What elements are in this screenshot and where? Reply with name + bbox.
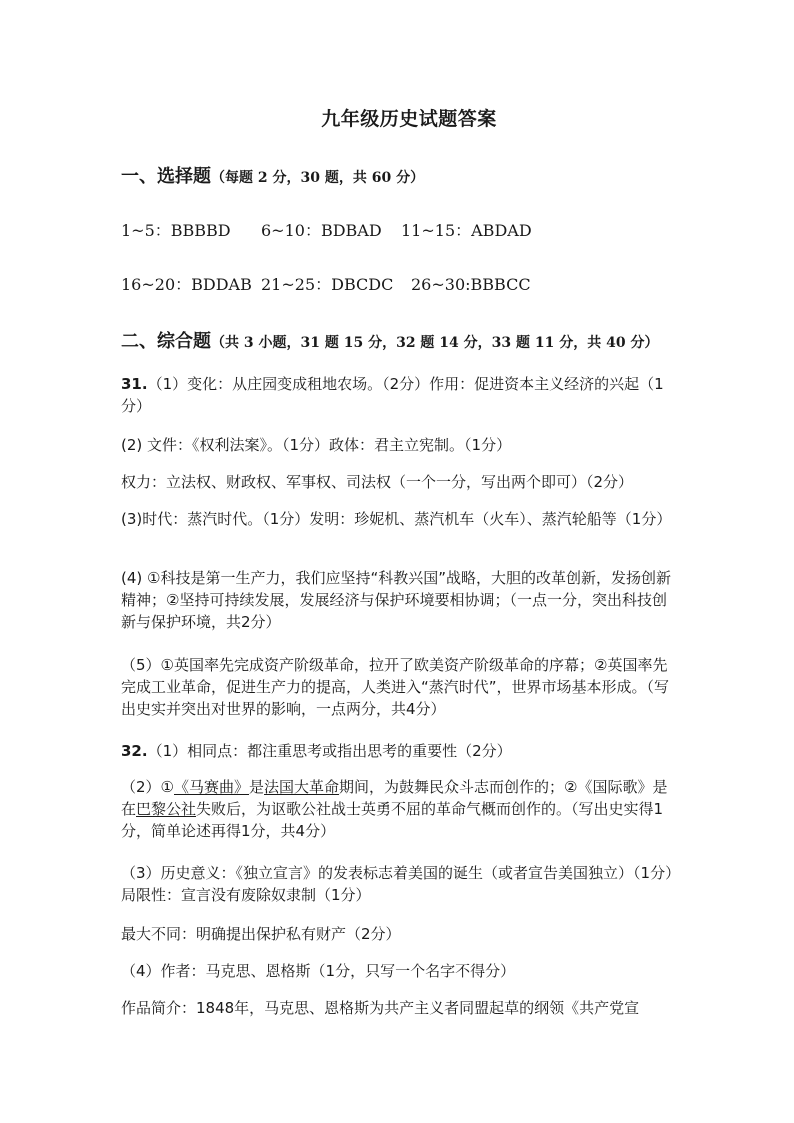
answer-text: 期间，为鼓舞民众斗志而创作的；②《国际歌》是在 (121, 778, 668, 818)
answer-text: 是 (249, 778, 265, 796)
q32-part3: （3）历史意义：《独立宣言》的发表标志着美国的诞生（或者宣告美国独立）（1分） 局限性：宣言没有废除奴隶制（1分） (121, 864, 681, 904)
answers-row-1 (121, 218, 532, 241)
underlined-term: 法国大革命 (264, 778, 340, 796)
section-2-heading (121, 327, 658, 353)
q32-part4: （4）作者：马克思、恩格斯（1分，只写一个名字不得分） (121, 962, 516, 980)
q31-part1 (121, 373, 681, 417)
q32-part1 (121, 740, 681, 762)
q32-part3-difference: 最大不同：明确提出保护私有财产（2分） (121, 925, 401, 943)
answer-group: 11~15：ABDAD (401, 221, 532, 240)
q31-part3: (3)时代：蒸汽时代。（1分）发明：珍妮机、蒸汽机车（火车）、蒸汽轮船等（1分） (121, 510, 672, 528)
answer-text: 失败后，为讴歌公社战士英勇不屈的革命气概而创作的。（写出史实得1分，简单论述再得1分，共4分） (121, 800, 664, 840)
question-number: 32. (121, 742, 148, 760)
answer-group: 26~30:BBBCC (411, 275, 531, 294)
section-1-heading (121, 162, 424, 188)
answer-text: （2）① (121, 778, 174, 796)
answer-group: 1~5：BBBBD (121, 221, 231, 240)
answer-group: 16~20：BDDAB (121, 275, 252, 294)
page-title: 九年级历史试题答案 (321, 108, 497, 130)
q32-part4-intro: 作品简介：1848年，马克思、恩格斯为共产主义者同盟起草的纲领《共产党宣 (121, 999, 640, 1017)
answer-text: （1）相同点：都注重思考或指出思考的重要性（2分） (147, 742, 512, 760)
q31-part4: (4) ①科技是第一生产力，我们应坚持“科教兴国”战略，大胆的改革创新，发扬创新精神；②坚持可持续发展，发展经济与保护环境要相协调；（一点一分，突出科技创新与保护环境，共2分） (121, 569, 672, 631)
section-1-title: 一、选择题 (121, 166, 211, 187)
underlined-term: 巴黎公社 (136, 800, 197, 818)
answer-group: 6~10：BDBAD (261, 221, 382, 240)
section-2-note: （共 3 小题，31 题 15 分，32 题 14 分，33 题 11 分，共 40 分） (211, 335, 659, 351)
section-1-note: （每题 2 分，30 题，共 60 分） (211, 170, 425, 186)
question-number: 31. (121, 375, 148, 393)
answer-group: 21~25：DBCDC (261, 275, 394, 294)
answer-text: （1）变化：从庄园变成租地农场。（2分）作用：促进资本主义经济的兴起（1分） (121, 375, 664, 415)
q31-part2-power: 权力：立法权、财政权、军事权、司法权（一个一分，写出两个即可）（2分） (121, 473, 634, 491)
q31-part2: (2) 文件：《权利法案》。（1分）政体：君主立宪制。（1分） (121, 436, 512, 454)
section-2-title: 二、综合题 (121, 331, 211, 352)
answers-row-2 (121, 272, 531, 295)
q31-part5: （5）①英国率先完成资产阶级革命，拉开了欧美资产阶级革命的序幕；②英国率先完成工业革命，促进生产力的提高，人类进入“蒸汽时代”，世界市场基本形成。（写出史实并突出对世界的影响，一点两分，共4分） (121, 656, 670, 718)
underlined-term: 《马赛曲》 (174, 778, 250, 796)
q32-part2 (121, 776, 681, 842)
